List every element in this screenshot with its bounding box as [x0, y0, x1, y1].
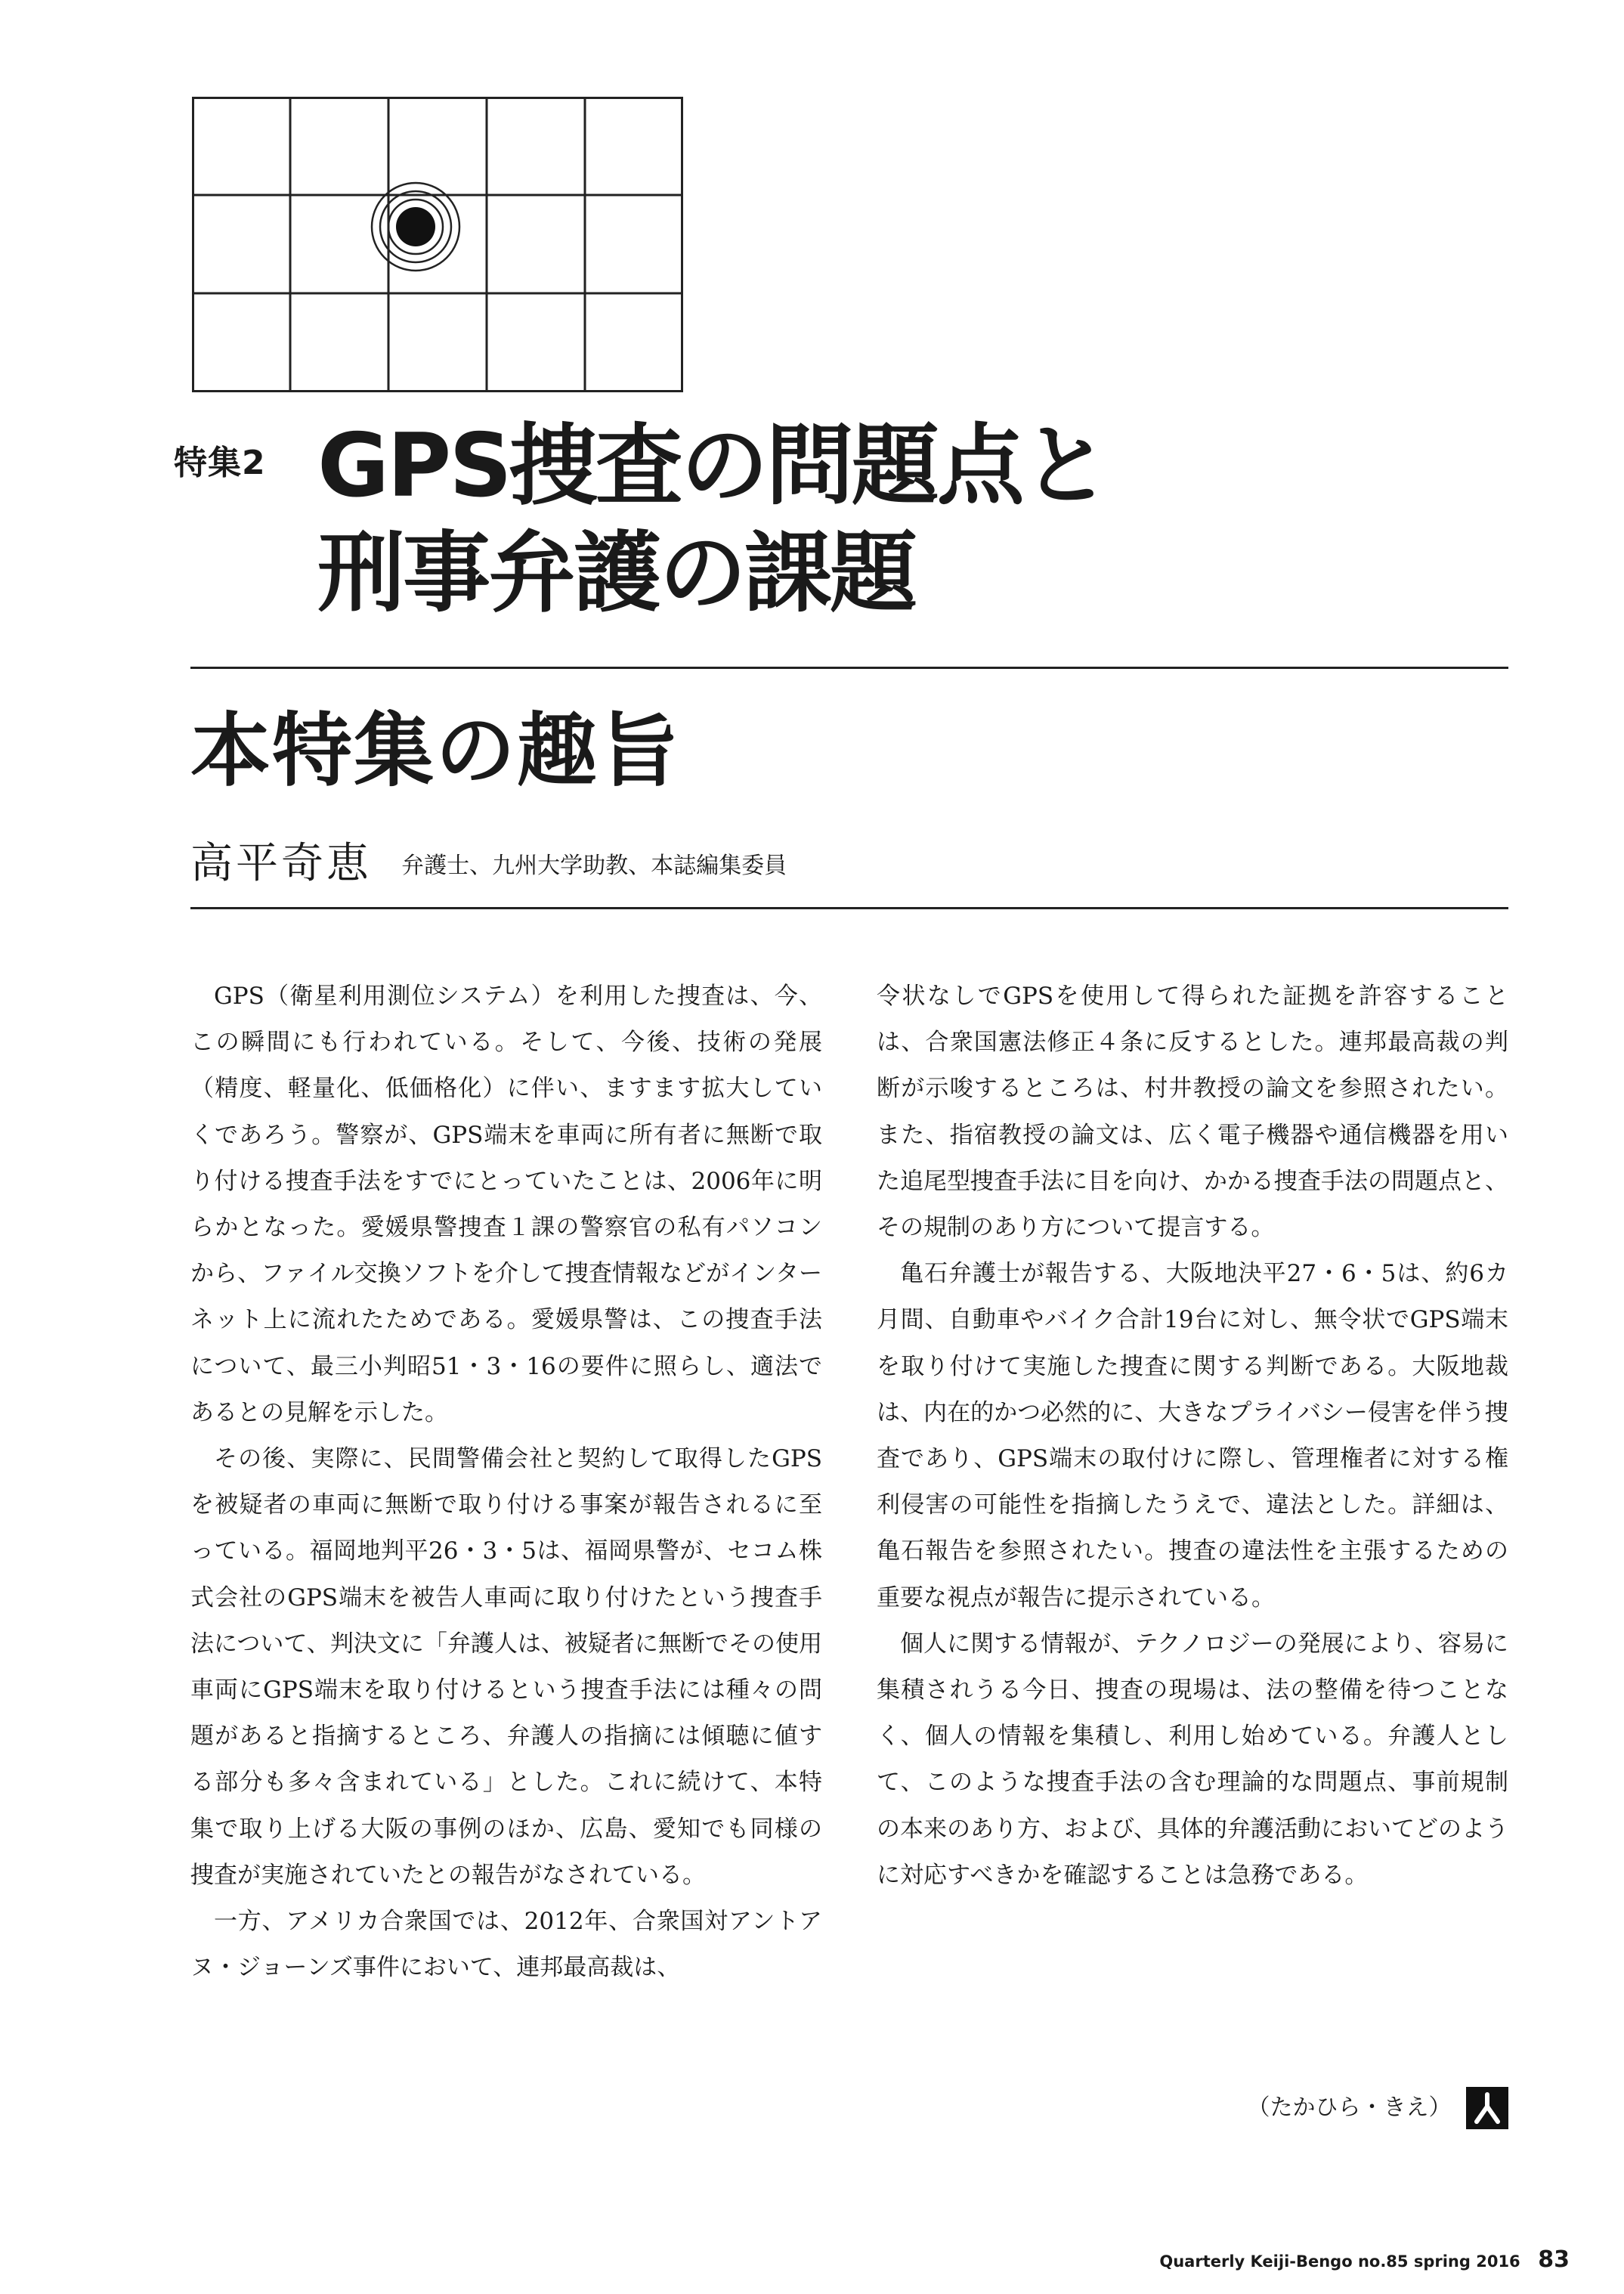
feature-label: 特集2 — [174, 444, 266, 482]
feature-title-line-1: GPS捜査の問題点と — [317, 415, 1108, 517]
page-footer — [1159, 2246, 1570, 2273]
article-title: 本特集の趣旨 — [190, 704, 680, 797]
author-byline — [190, 830, 787, 890]
body-paragraph: 亀石弁護士が報告する、大阪地決平27・6・5は、約6カ月間、自動車やバイク合計19台に対し、無令状でGPS端末を取り付けて実施した捜査に関する判断である。大阪地裁は、内在的かつ必然的に、大きなプライバシー侵害を伴う捜査であり、GPS端末の取付けに際し、管理権者に対する権利侵害の可能性を指摘したうえで、違法とした。詳細は、亀石報告を参照されたい。捜査の違法性を主張するための重要な視点が報告に提示されている。 — [877, 1260, 1508, 1611]
page-number: 83 — [1538, 2246, 1570, 2273]
author-name: 高平奇恵 — [190, 839, 372, 888]
byline-divider — [190, 907, 1508, 909]
journal-name: Quarterly Keiji-Bengo no.85 spring 2016 — [1159, 2252, 1520, 2271]
body-paragraph: 個人に関する情報が、テクノロジーの発展により、容易に集積されうる今日、捜査の現場は、法の整備を待つことなく、個人の情報を集積し、利用し始めている。弁護人として、このような捜査手法の含む理論的な問題点、事前規制の本来のあり方、および、具体的弁護活動においてどのように対応すべきかを確認することは急務である。 — [877, 1630, 1508, 1889]
signoff-reading: （たかひら・きえ） — [1247, 2094, 1452, 2121]
gps-grid-illustration — [192, 97, 683, 392]
end-mark-icon — [1466, 2087, 1508, 2129]
author-signoff — [877, 2085, 1508, 2131]
feature-title — [317, 413, 1108, 627]
body-column-left — [190, 974, 822, 1991]
body-paragraph: その後、実際に、民間警備会社と契約して取得したGPSを被疑者の車両に無断で取り付ける事案が報告されるに至っている。福岡地判平26・3・5は、福岡県警が、セコム株式会社のGPS端末を被告人車両に取り付けたという捜査手法について、判決文に「弁護人は、被疑者に無断でその使用車両にGPS端末を取り付けるという捜査手法には種々の問題があると指摘するところ、弁護人の指摘には傾聴に値する部分も多々含まれている」とした。これに続けて、本特集で取り上げる大阪の事例のほか、広島、愛知でも同様の捜査が実施されていたとの報告がなされている。 — [190, 1445, 822, 1889]
body-paragraph-continued: 令状なしでGPSを使用して得られた証拠を許容することは、合衆国憲法修正４条に反するとした。連邦最高裁の判断が示唆するところは、村井教授の論文を参照されたい。また、指宿教授の論文は、広く電子機器や通信機器を用いた追尾型捜査手法に目を向け、かかる捜査手法の問題点と、その規制のあり方について提言する。 — [877, 983, 1508, 1242]
grid-outline — [193, 98, 682, 392]
title-divider — [190, 667, 1508, 669]
feature-title-line-2: 刑事弁護の課題 — [317, 522, 915, 624]
author-affiliation: 弁護士、九州大学助教、本誌編集委員 — [401, 853, 787, 879]
body-paragraph: GPS（衛星利用測位システム）を利用した捜査は、今、この瞬間にも行われている。そして、今後、技術の発展（精度、軽量化、低価格化）に伴い、ますます拡大していくであろう。警察が、GPS端末を車両に所有者に無断で取り付ける捜査手法をすでにとっていたことは、2006年に明らかとなった。愛媛県警捜査１課の警察官の私有パソコンから、ファイル交換ソフトを介して捜査情報などがインターネット上に流れたためである。愛媛県警は、この捜査手法について、最三小判昭51・3・16の要件に照らし、適法であるとの見解を示した。 — [190, 983, 822, 1426]
body-column-right — [877, 974, 1508, 1899]
body-paragraph: 一方、アメリカ合衆国では、2012年、合衆国対アントアヌ・ジョーンズ事件において、連邦最高裁は、 — [190, 1908, 822, 1982]
